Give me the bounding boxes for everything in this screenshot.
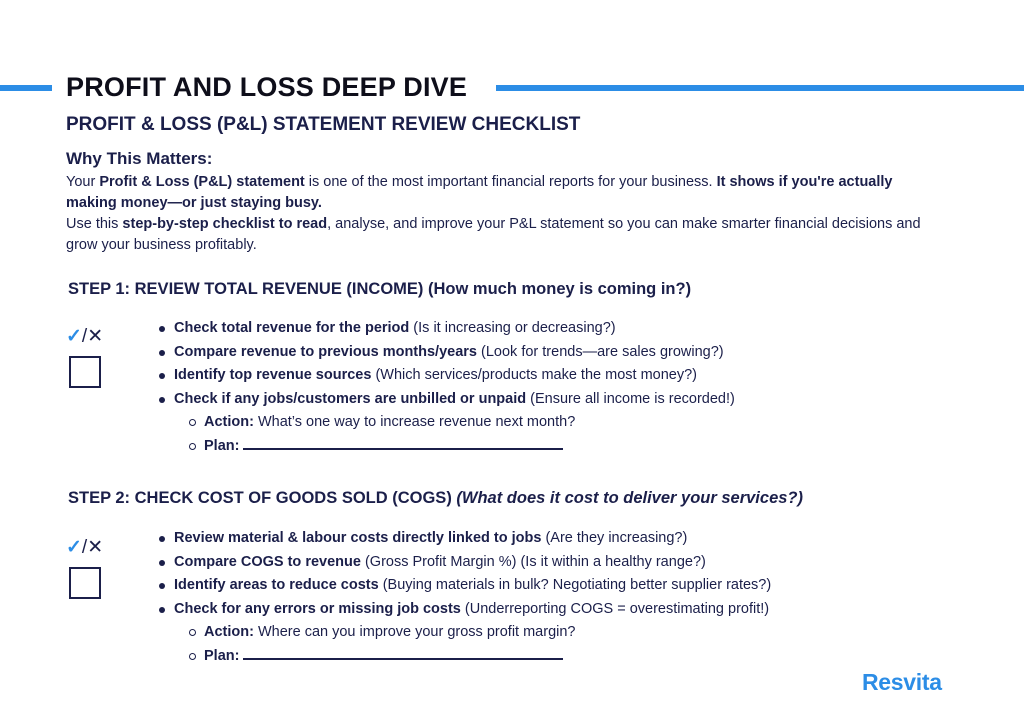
item-rest: (Which services/products make the most money?) [371,367,697,383]
item-rest: (Look for trends—are sales growing?) [477,343,724,360]
plan-blank-line[interactable] [243,436,563,450]
item-rest: (Underreporting COGS = overestimating profit!) [460,600,770,617]
slash-text: / [81,326,88,347]
brand-logo: Resvita [862,669,942,695]
step-1-tick-group [66,326,116,396]
action-item [187,621,771,645]
plan-label: Plan: [204,647,240,664]
cross-icon: ✕ [87,326,104,347]
list-item [157,388,735,412]
plan-label: Plan: [204,437,240,454]
header-accent-bar-left [0,85,52,91]
item-rest: (Ensure all income is recorded!) [526,390,735,407]
item-bold: Identify areas to reduce costs [174,577,379,593]
action-item [187,411,735,435]
intro-bold-text: Profit & Loss (P&L) statement [99,174,305,190]
action-label: Action: [204,624,254,640]
list-item [157,598,771,622]
item-bold: Compare revenue to previous months/years [174,343,477,360]
why-heading: Why This Matters: [66,149,213,168]
list-item [157,341,735,365]
list-item [157,364,735,388]
item-bold: Check if any jobs/customers are unbilled or unpaid [174,390,527,407]
plan-blank-line[interactable] [243,646,563,660]
plan-item [187,435,735,459]
intro-text: Your [66,174,100,190]
item-bold: Compare COGS to revenue [174,553,361,570]
action-text: What’s one way to increase revenue next month? [253,414,576,430]
intro-text: Use this [66,216,123,232]
checklist-subtitle: PROFIT & LOSS (P&L) STATEMENT REVIEW CHECKLIST [66,114,581,135]
action-label: Action: [204,414,254,430]
list-item [157,317,735,341]
intro-text: , analyse, and improve your P&L statement so you can make smarter financial decisions and grow your business profitably. [66,216,921,253]
item-rest: (Gross Profit Margin %) (Is it within a healthy range?) [360,553,706,570]
step-2-checkbox[interactable] [69,567,101,599]
check-icon: ✓ [66,537,82,558]
step-2-heading [68,487,803,509]
item-rest: (Buying materials in bulk? Negotiating better supplier rates?) [378,577,772,593]
step-1-heading [68,278,691,300]
list-item [157,574,771,598]
check-cross-icon [66,326,103,348]
intro-paragraph [66,172,946,256]
page-title: PROFIT AND LOSS DEEP DIVE [66,72,468,102]
step-1-checkbox[interactable] [69,356,101,388]
item-rest: (Are they increasing?) [541,530,688,546]
step-heading-text: STEP 1: REVIEW TOTAL REVENUE (INCOME) (How much money is coming in?) [68,280,692,298]
step-heading-italic: (What does it cost to deliver your services?) [456,489,803,507]
header-accent-bar-right [496,85,1024,91]
list-item [157,527,771,551]
item-bold: Check total revenue for the period [174,320,410,336]
action-text: Where can you improve your gross profit margin? [253,624,576,640]
slash-text: / [81,537,88,558]
item-bold: Review material & labour costs directly linked to jobs [174,530,542,546]
list-item [157,551,771,575]
check-icon: ✓ [66,326,82,347]
step-1-checklist [157,317,735,458]
item-rest: (Is it increasing or decreasing?) [409,320,616,336]
cross-icon: ✕ [87,537,104,558]
item-bold: Check for any errors or missing job costs [174,600,461,617]
intro-text: is one of the most important financial reports for your business. [304,174,717,190]
check-cross-icon [66,537,103,559]
step-2-checklist [157,527,771,668]
step-heading-text: STEP 2: CHECK COST OF GOODS SOLD (COGS) [68,489,457,507]
intro-bold-text: step-by-step checklist to read [122,216,328,232]
step-2-tick-group [66,537,116,607]
plan-item [187,645,771,669]
intro-bold-text: It shows if you're actually making money—or just staying busy. [66,174,893,211]
item-bold: Identify top revenue sources [174,367,372,383]
